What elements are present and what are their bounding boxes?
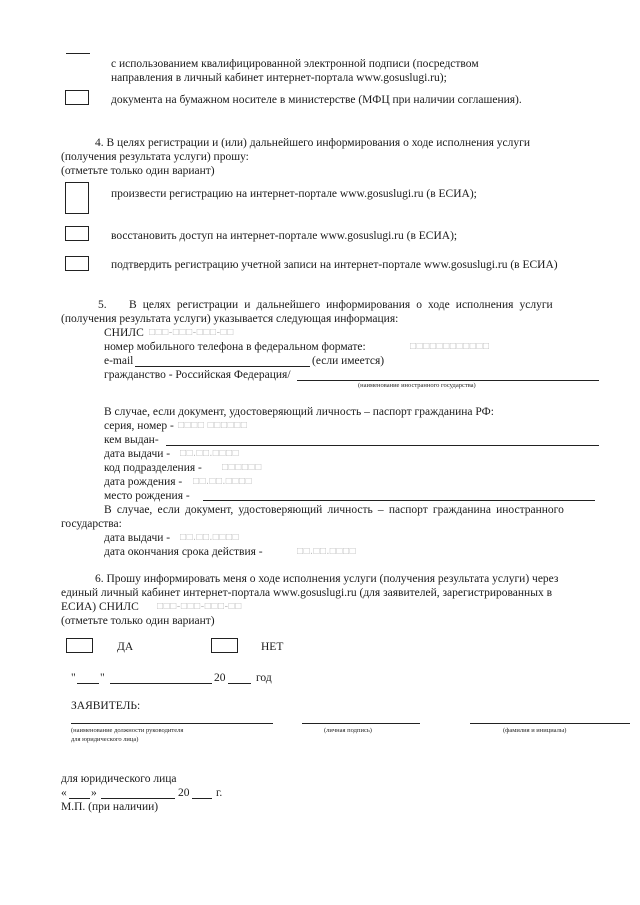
date-year-field[interactable]: [228, 683, 251, 684]
section6-line1: 6. Прошу информировать меня о ходе исполнения услуги (получения результата услуги) через: [95, 573, 559, 585]
passport-foreign-line1: В случае, если документ, удостоверяющий личность – паспорт гражданина иностранного: [104, 504, 564, 516]
email-field[interactable]: [135, 366, 310, 367]
foreign-issue-cells[interactable]: □□.□□.□□□□: [180, 532, 240, 543]
register-option-label: произвести регистрацию на интернет-портале www.gosuslugi.ru (в ЕСИА);: [111, 188, 477, 200]
passport-rf-title: В случае, если документ, удостоверяющий личность – паспорт гражданина РФ:: [104, 406, 494, 418]
legal-entity-label: для юридического лица: [61, 773, 177, 785]
yes-checkbox[interactable]: [66, 638, 93, 653]
subdivision-cells[interactable]: □□□□□□: [222, 462, 262, 473]
expiry-cells[interactable]: □□.□□.□□□□: [297, 546, 357, 557]
restore-access-checkbox[interactable]: [65, 226, 89, 241]
applicant-heading: ЗАЯВИТЕЛЬ:: [71, 700, 141, 712]
birth-date-label: дата рождения -: [104, 476, 183, 488]
option-eds-line1: с использованием квалифицированной электронной подписи (посредством: [111, 58, 479, 70]
name-field[interactable]: [470, 723, 630, 724]
name-caption: (фамилия и инициалы): [503, 727, 567, 734]
date-quote-close: ": [100, 672, 105, 684]
section4-note: (отметьте только один вариант): [61, 165, 215, 177]
birth-place-field[interactable]: [203, 500, 595, 501]
phone-label: номер мобильного телефона в федеральном формате:: [104, 341, 366, 353]
section4-line2: (получения результата услуги) прошу:: [61, 151, 249, 163]
legal-date-day-field[interactable]: [69, 798, 90, 799]
section6-line2: единый личный кабинет интернет-портала www.gosuslugi.ru (для заявителей, зарегистрированных в: [61, 587, 552, 599]
position-caption-line1: (наименование должности руководителя: [71, 727, 184, 734]
section6-note: (отметьте только один вариант): [61, 615, 215, 627]
section6-line3: ЕСИА) СНИЛС: [61, 601, 139, 613]
foreign-state-caption: (наименование иностранного государства): [358, 382, 476, 389]
confirm-registration-label: подтвердить регистрацию учетной записи на интернет-портале www.gosuslugi.ru (в ЕСИА): [111, 259, 558, 271]
signature-field[interactable]: [302, 723, 420, 724]
section6-snils-cells[interactable]: □□□-□□□-□□□-□□: [157, 601, 242, 612]
legal-date-open: «: [61, 787, 67, 799]
citizenship-label: гражданство - Российская Федерация/: [104, 369, 291, 381]
section5-line2: (получения результата услуги) указывается следующая информация:: [61, 313, 399, 325]
issue-date-cells[interactable]: □□.□□.□□□□: [180, 448, 240, 459]
yes-label: ДА: [117, 641, 134, 653]
series-label: серия, номер -: [104, 420, 174, 432]
subdivision-label: код подразделения -: [104, 462, 202, 474]
date-year-prefix: 20: [214, 672, 226, 684]
email-label: e-mail: [104, 355, 134, 367]
signature-caption: (личная подпись): [324, 727, 372, 734]
email-suffix: (если имеется): [312, 355, 385, 367]
no-label: НЕТ: [261, 641, 284, 653]
confirm-registration-checkbox[interactable]: [65, 256, 89, 271]
legal-year-suffix: г.: [216, 787, 223, 799]
seal-label: М.П. (при наличии): [61, 801, 159, 813]
legal-date-month-field[interactable]: [101, 798, 175, 799]
expiry-label: дата окончания срока действия -: [104, 546, 263, 558]
passport-foreign-line2: государства:: [61, 518, 122, 530]
position-field[interactable]: [71, 723, 273, 724]
option-paper: документа на бумажном носителе в министерстве (МФЦ при наличии соглашения).: [111, 94, 522, 106]
position-caption-line2: для юридического лица): [71, 736, 139, 743]
section5-number: 5.: [98, 299, 107, 311]
date-month-field[interactable]: [110, 683, 212, 684]
section5-line1: В целях регистрации и дальнейшего информирования о ходе исполнения услуги: [129, 299, 553, 311]
issued-by-label: кем выдан-: [104, 434, 159, 446]
register-option-checkbox[interactable]: [65, 182, 89, 214]
date-year-suffix: год: [256, 672, 272, 684]
issued-by-field[interactable]: [166, 445, 599, 446]
issue-date-label: дата выдачи -: [104, 448, 171, 460]
date-quote-open: ": [71, 672, 76, 684]
no-checkbox[interactable]: [211, 638, 238, 653]
phone-cells[interactable]: □□□□□□□□□□□□: [410, 341, 490, 352]
legal-year-field[interactable]: [192, 798, 212, 799]
foreign-issue-label: дата выдачи -: [104, 532, 171, 544]
snils-cells[interactable]: □□□-□□□-□□□-□□: [149, 327, 234, 338]
date-day-field[interactable]: [77, 683, 99, 684]
snils-label: СНИЛС: [104, 327, 144, 339]
foreign-state-field[interactable]: [297, 380, 599, 381]
option-eds-line2: направления в личный кабинет интернет-портала www.gosuslugi.ru);: [111, 72, 447, 84]
birth-date-cells[interactable]: □□.□□.□□□□: [193, 476, 253, 487]
legal-year-prefix: 20: [178, 787, 190, 799]
birth-place-label: место рождения -: [104, 490, 190, 502]
section4-line1: 4. В целях регистрации и (или) дальнейшего информирования о ходе исполнения услуги: [95, 137, 530, 149]
series-cells[interactable]: □□□□ □□□□□□: [178, 420, 248, 431]
legal-date-close: »: [91, 787, 97, 799]
eds-option-marker: [66, 53, 90, 54]
paper-option-checkbox[interactable]: [65, 90, 89, 105]
restore-access-label: восстановить доступ на интернет-портале www.gosuslugi.ru (в ЕСИА);: [111, 230, 458, 242]
